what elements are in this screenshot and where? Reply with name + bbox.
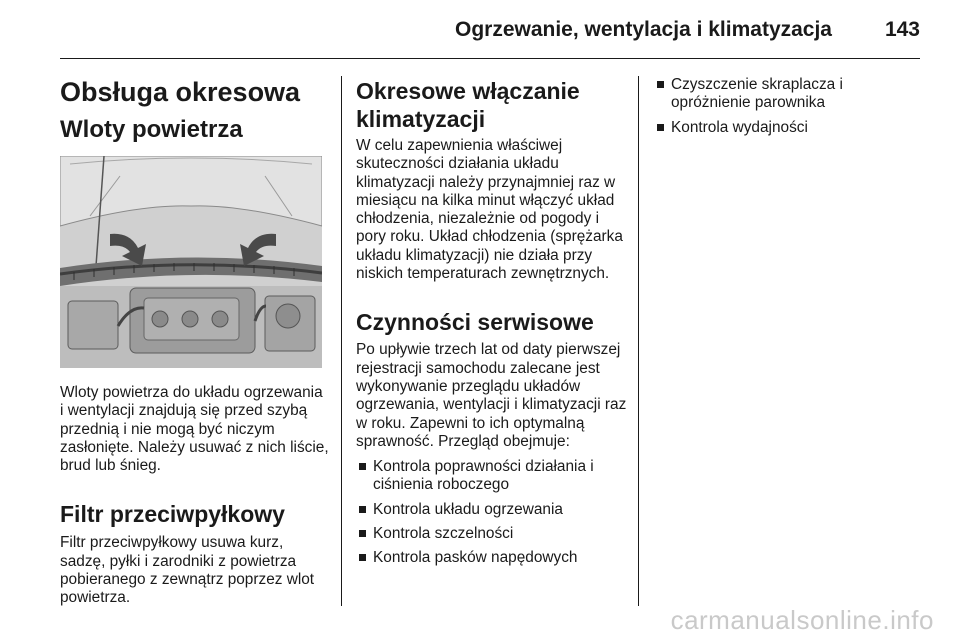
column-divider-1 [341,76,342,606]
column-divider-2 [638,76,639,606]
list-item: Kontrola pasków napędowych [356,549,630,567]
column-1 [60,72,330,608]
column-3 [654,72,916,137]
service-text: Po upływie trzech lat od daty pierwszej rejestracji samochodu zalecane jest wykonywanie przeglądu układów ogrzewania, wentylacji i klimatyzacji raz w roku. Zapewni to ich optymalną sprawność. Przegląd obejmuje: [356,341,627,450]
subsection-title-ac-periodic: Okresowe włączanie klimatyzacji [356,78,580,132]
list-item: Kontrola układu ogrzewania [356,501,630,519]
list-item: Czyszczenie skraplacza i opróżnienie parownika [654,76,916,113]
engine-bay-illustration-icon [60,156,322,368]
air-inlets-text: Wloty powietrza do układu ogrzewania i wentylacji znajdują się przed szybą przednią i nie mogą być niczym zasłonięte. Należy usuwać z nich liście, brud lub śnieg. [60,384,329,475]
subsection-title-service: Czynności serwisowe [356,309,594,336]
pollen-filter-text: Filtr przeciwpyłkowy usuwa kurz, sadzę, pyłki i zarodniki z powietrza pobieranego z zewnątrz poprzez wlot powietrza. [60,534,315,607]
list-item: Kontrola poprawności działania i ciśnienia roboczego [356,458,630,495]
subsection-title-air-inlets: Wloty powietrza [60,116,243,143]
list-item: Kontrola wydajności [654,119,916,137]
column-2 [356,72,630,568]
ac-periodic-text: W celu zapewnienia właściwej skuteczności działania układu klimatyzacji należy przynajmniej raz w miesiącu na kilka minut włączyć układ chłodzenia, niezależnie od pogody i pory roku. Układ chłodzenia (sprężarka układu klimatyzacji) nie działa przy niskich temperaturach zewnętrznych. [356,137,623,283]
header-rule [60,58,920,59]
list-item: Kontrola szczelności [356,525,630,543]
service-checklist-continued [654,76,916,137]
service-checklist [356,458,630,567]
subsection-title-pollen-filter: Filtr przeciwpyłkowy [60,501,285,528]
section-title-maintenance: Obsługa okresowa [60,77,301,107]
watermark: carmanualsonline.info [670,605,934,635]
header-title: Ogrzewanie, wentylacja i klimatyzacja [454,18,832,41]
page-number: 143 [884,18,920,41]
